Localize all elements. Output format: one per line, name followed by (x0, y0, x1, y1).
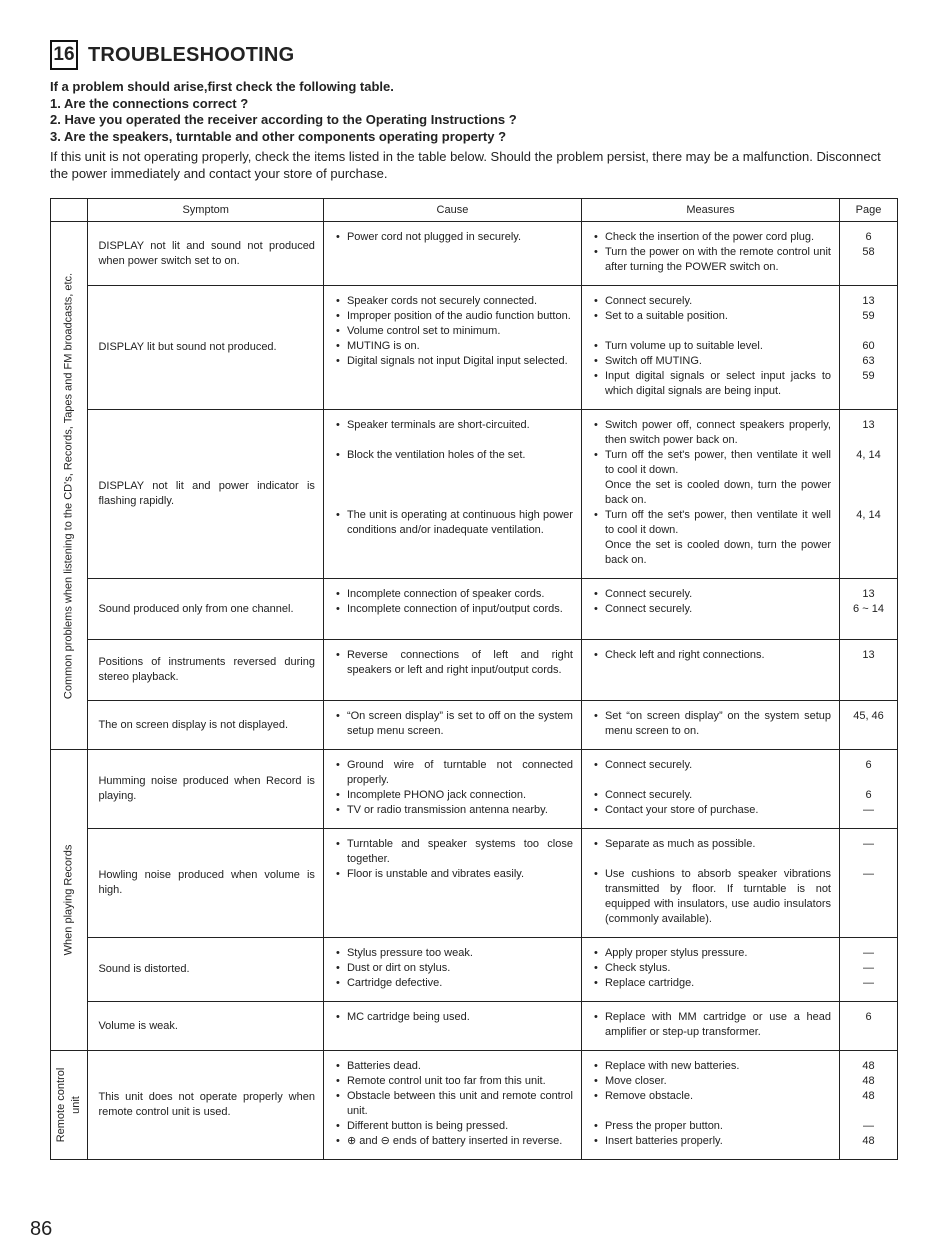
measure-item: • Turn the power on with the remote control unit after turning the POWER switch on. (591, 245, 831, 275)
check-line: 1. Are the connections correct ? (50, 95, 249, 111)
page-ref: 6 ~ 14 (853, 603, 884, 615)
page-ref: 6 (865, 789, 872, 801)
measure-item: • Press the proper button. (591, 1119, 831, 1134)
group-header (51, 199, 88, 222)
measures-cell (581, 1002, 839, 1051)
page-ref: 6 (865, 1011, 872, 1023)
symptom-cell: Positions of instruments reversed during stereo playback. (88, 640, 323, 701)
measures-cell (581, 701, 839, 750)
page-ref: 63 (862, 355, 875, 367)
page-ref: 4, 14 (856, 509, 881, 521)
cause-item: • TV or radio transmission antenna nearby. (333, 803, 573, 818)
checklist (50, 79, 517, 145)
symptom-cell: DISPLAY lit but sound not produced. (88, 286, 323, 410)
table-row (51, 701, 898, 750)
page-ref: 60 (862, 340, 875, 352)
group-label-line: Remote control (55, 1067, 68, 1143)
measure-item: • Connect securely. (591, 788, 831, 803)
page-ref: 48 (862, 1075, 875, 1087)
cause-item: • Batteries dead. (333, 1059, 573, 1074)
cause-item: • Block the ventilation holes of the set. (333, 448, 573, 463)
measure-item: • Insert batteries properly. (591, 1134, 831, 1149)
cause-item: • Obstacle between this unit and remote control unit. (333, 1089, 573, 1119)
symptom-header: Symptom (88, 199, 323, 222)
table-row (51, 640, 898, 701)
measure-item: • Turn off the set's power, then ventilate it well to cool it down. (591, 508, 831, 538)
cause-item: • Stylus pressure too weak. (333, 946, 573, 961)
cause-item: • Remote control unit too far from this unit. (333, 1074, 573, 1089)
measure-item: • Apply proper stylus pressure. (591, 946, 831, 961)
page-ref: 59 (862, 370, 875, 382)
page-cell (840, 579, 898, 640)
page-header: Page (840, 199, 898, 222)
measure-item: • Connect securely. (591, 602, 831, 617)
page-ref: — (863, 868, 874, 880)
cause-cell (323, 829, 581, 938)
page-ref: 13 (862, 588, 875, 600)
page-ref: 48 (862, 1090, 875, 1102)
cause-cell (323, 286, 581, 410)
page-cell (840, 750, 898, 829)
symptom-cell: Sound is distorted. (88, 938, 323, 1002)
table-row (51, 938, 898, 1002)
cause-item: • Power cord not plugged in securely. (333, 230, 573, 245)
measures-cell (581, 750, 839, 829)
page-cell (840, 1002, 898, 1051)
cause-cell (323, 640, 581, 701)
page-ref: — (863, 977, 874, 989)
page-cell (840, 222, 898, 286)
page-ref: — (863, 804, 874, 816)
cause-item: • Speaker cords not securely connected. (333, 294, 573, 309)
measure-item: • Turn off the set's power, then ventilate it well to cool it down. (591, 448, 831, 478)
symptom-cell: The on screen display is not displayed. (88, 701, 323, 750)
measure-item-continued: Once the set is cooled down, turn the power back on. (604, 539, 831, 566)
page-ref: — (863, 962, 874, 974)
page-cell (840, 640, 898, 701)
cause-item: • Volume control set to minimum. (333, 324, 573, 339)
measures-cell (581, 410, 839, 579)
measure-item: • Connect securely. (591, 758, 831, 773)
page-cell (840, 829, 898, 938)
page-cell (840, 410, 898, 579)
measures-cell (581, 222, 839, 286)
table-row (51, 1051, 898, 1160)
cause-item: • Dust or dirt on stylus. (333, 961, 573, 976)
cause-item: • Reverse connections of left and right speakers or left and right input/output cords. (333, 648, 573, 678)
section-number: 16 (50, 40, 78, 70)
page-number: 86 (30, 1218, 53, 1240)
page-cell (840, 1051, 898, 1160)
measures-cell (581, 1051, 839, 1160)
measure-item: • Set “on screen display” on the system setup menu screen to on. (591, 709, 831, 739)
cause-cell (323, 579, 581, 640)
group-label (54, 1068, 84, 1143)
troubleshooting-table (50, 198, 898, 1160)
table-row (51, 750, 898, 829)
page-ref: — (863, 947, 874, 959)
measures-cell (581, 829, 839, 938)
measure-item: • Replace cartridge. (591, 976, 831, 991)
measures-cell (581, 579, 839, 640)
cause-item: • MC cartridge being used. (333, 1010, 573, 1025)
measure-item: • Separate as much as possible. (591, 837, 831, 852)
page-ref: 13 (862, 419, 875, 431)
group-label: When playing Records (62, 844, 75, 956)
page-ref: 6 (865, 759, 872, 771)
page-ref: 59 (862, 310, 875, 322)
intro-text: If this unit is not operating properly, check the items listed in the table below. Should the problem persist, there may be a malfunction. Disconnect the power immediately and contact your store of purchase. (50, 149, 881, 181)
table-row (51, 410, 898, 579)
cause-header: Cause (323, 199, 581, 222)
page-ref: 13 (862, 295, 875, 307)
page-ref: 48 (862, 1135, 875, 1147)
cause-item: • The unit is operating at continuous high power conditions and/or inadequate ventilation. (333, 508, 573, 538)
measure-item: • Turn volume up to suitable level. (591, 339, 831, 354)
cause-item: • Improper position of the audio function button. (333, 309, 573, 324)
page-ref: — (863, 1120, 874, 1132)
measures-cell (581, 938, 839, 1002)
measure-item: • Replace with new batteries. (591, 1059, 831, 1074)
cause-item: • MUTING is on. (333, 339, 573, 354)
measure-item: • Connect securely. (591, 587, 831, 602)
section-title: TROUBLESHOOTING (88, 43, 295, 66)
measure-item: • Remove obstacle. (591, 1089, 831, 1104)
cause-item: • Incomplete connection of speaker cords. (333, 587, 573, 602)
page-ref: 58 (862, 246, 875, 258)
symptom-cell: This unit does not operate properly when remote control unit is used. (88, 1051, 323, 1160)
cause-item: • Incomplete PHONO jack connection. (333, 788, 573, 803)
symptom-cell: Sound produced only from one channel. (88, 579, 323, 640)
cause-item: • Incomplete connection of input/output cords. (333, 602, 573, 617)
table-row (51, 1002, 898, 1051)
table-row (51, 579, 898, 640)
group-common (51, 222, 88, 750)
group-records (51, 750, 88, 1051)
cause-item: • Speaker terminals are short-circuited. (333, 418, 573, 433)
cause-cell (323, 750, 581, 829)
symptom-cell: DISPLAY not lit and power indicator is flashing rapidly. (88, 410, 323, 579)
cause-cell (323, 1051, 581, 1160)
cause-cell (323, 222, 581, 286)
cause-item: • Different button is being pressed. (333, 1119, 573, 1134)
page-ref: 48 (862, 1060, 875, 1072)
measures-header: Measures (581, 199, 839, 222)
check-line: 2. Have you operated the receiver according to the Operating Instructions ? (50, 112, 517, 127)
cause-item: • Cartridge defective. (333, 976, 573, 991)
measure-item: • Check left and right connections. (591, 648, 831, 663)
symptom-cell: DISPLAY not lit and sound not produced when power switch set to on. (88, 222, 323, 286)
cause-cell (323, 938, 581, 1002)
cause-cell (323, 410, 581, 579)
table-header-row (51, 199, 898, 222)
measure-item: • Set to a suitable position. (591, 309, 831, 324)
table-row (51, 222, 898, 286)
page-cell (840, 701, 898, 750)
symptom-cell: Volume is weak. (88, 1002, 323, 1051)
cause-item: • ⊕ and ⊖ ends of battery inserted in reverse. (333, 1134, 573, 1149)
cause-item: • Digital signals not input Digital input selected. (333, 354, 573, 369)
table-row (51, 286, 898, 410)
symptom-cell: Humming noise produced when Record is playing. (88, 750, 323, 829)
cause-item: • Ground wire of turntable not connected properly. (333, 758, 573, 788)
page-cell (840, 938, 898, 1002)
page-ref: 4, 14 (856, 449, 881, 461)
measures-cell (581, 286, 839, 410)
check-line: 3. Are the speakers, turntable and other components operating property ? (50, 128, 507, 144)
cause-item: • Floor is unstable and vibrates easily. (333, 867, 573, 882)
measure-item: • Input digital signals or select input jacks to which digital signals are being input. (591, 369, 831, 399)
page-ref: 13 (862, 649, 875, 661)
measure-item: • Move closer. (591, 1074, 831, 1089)
measure-item: • Use cushions to absorb speaker vibrations transmitted by floor. If turntable is not equipped with insulators, use audio insulators (commonly available). (591, 867, 831, 927)
table-row (51, 829, 898, 938)
page-ref: 45, 46 (853, 710, 884, 722)
section-header (50, 40, 294, 70)
cause-cell (323, 701, 581, 750)
measure-item: • Check stylus. (591, 961, 831, 976)
page-ref: 6 (865, 231, 872, 243)
measure-item: • Replace with MM cartridge or use a head amplifier or step-up transformer. (591, 1010, 831, 1040)
measure-item-continued: Once the set is cooled down, turn the power back on. (604, 479, 831, 506)
measure-item: • Switch power off, connect speakers properly, then switch power back on. (591, 418, 831, 448)
group-label: Common problems when listening to the CD's, Records, Tapes and FM broadcasts, etc. (62, 272, 75, 699)
cause-item: • “On screen display” is set to off on the system setup menu screen. (333, 709, 573, 739)
measure-item: • Switch off MUTING. (591, 354, 831, 369)
cause-cell (323, 1002, 581, 1051)
symptom-cell: Howling noise produced when volume is high. (88, 829, 323, 938)
page-ref: — (863, 838, 874, 850)
measure-item: • Check the insertion of the power cord plug. (591, 230, 831, 245)
check-line: If a problem should arise,first check the following table. (50, 79, 394, 94)
measure-item: • Connect securely. (591, 294, 831, 309)
measures-cell (581, 640, 839, 701)
cause-item: • Turntable and speaker systems too close together. (333, 837, 573, 867)
group-remote (51, 1051, 88, 1160)
page-cell (840, 286, 898, 410)
group-label-line: unit (70, 1096, 83, 1114)
measure-item: • Contact your store of purchase. (591, 803, 831, 818)
